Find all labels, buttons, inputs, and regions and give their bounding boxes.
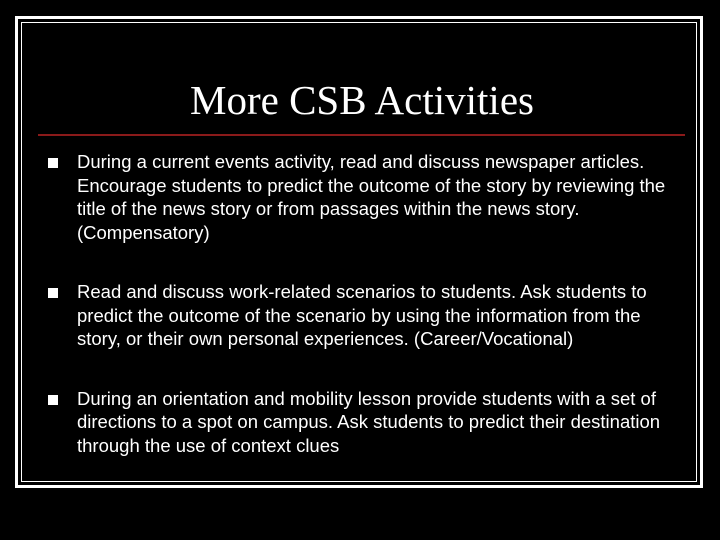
bullet-item bbox=[48, 387, 688, 458]
bullet-item bbox=[48, 150, 688, 244]
square-bullet-icon bbox=[48, 158, 58, 168]
square-bullet-icon bbox=[48, 288, 58, 298]
bullet-text: During a current events activity, read and discuss newspaper articles. Encourage students to predict the outcome of the story by reviewing the title of the news story or from passages within the news story. (Compensatory) bbox=[77, 151, 666, 243]
slide-title: More CSB Activities bbox=[190, 77, 534, 123]
bullet-text: During an orientation and mobility lesson provide students with a set of directions to a spot on campus. Ask students to predict their destination through the use of context clues bbox=[77, 387, 661, 456]
square-bullet-icon bbox=[48, 395, 58, 405]
title-divider bbox=[38, 134, 685, 136]
bullet-list bbox=[48, 150, 688, 457]
bullet-item bbox=[48, 280, 688, 351]
bullet-text: Read and discuss work-related scenarios to students. Ask students to predict the outcome of the scenario by using the information from the story, or their own personal experiences. (Career/Vocational) bbox=[77, 281, 647, 349]
